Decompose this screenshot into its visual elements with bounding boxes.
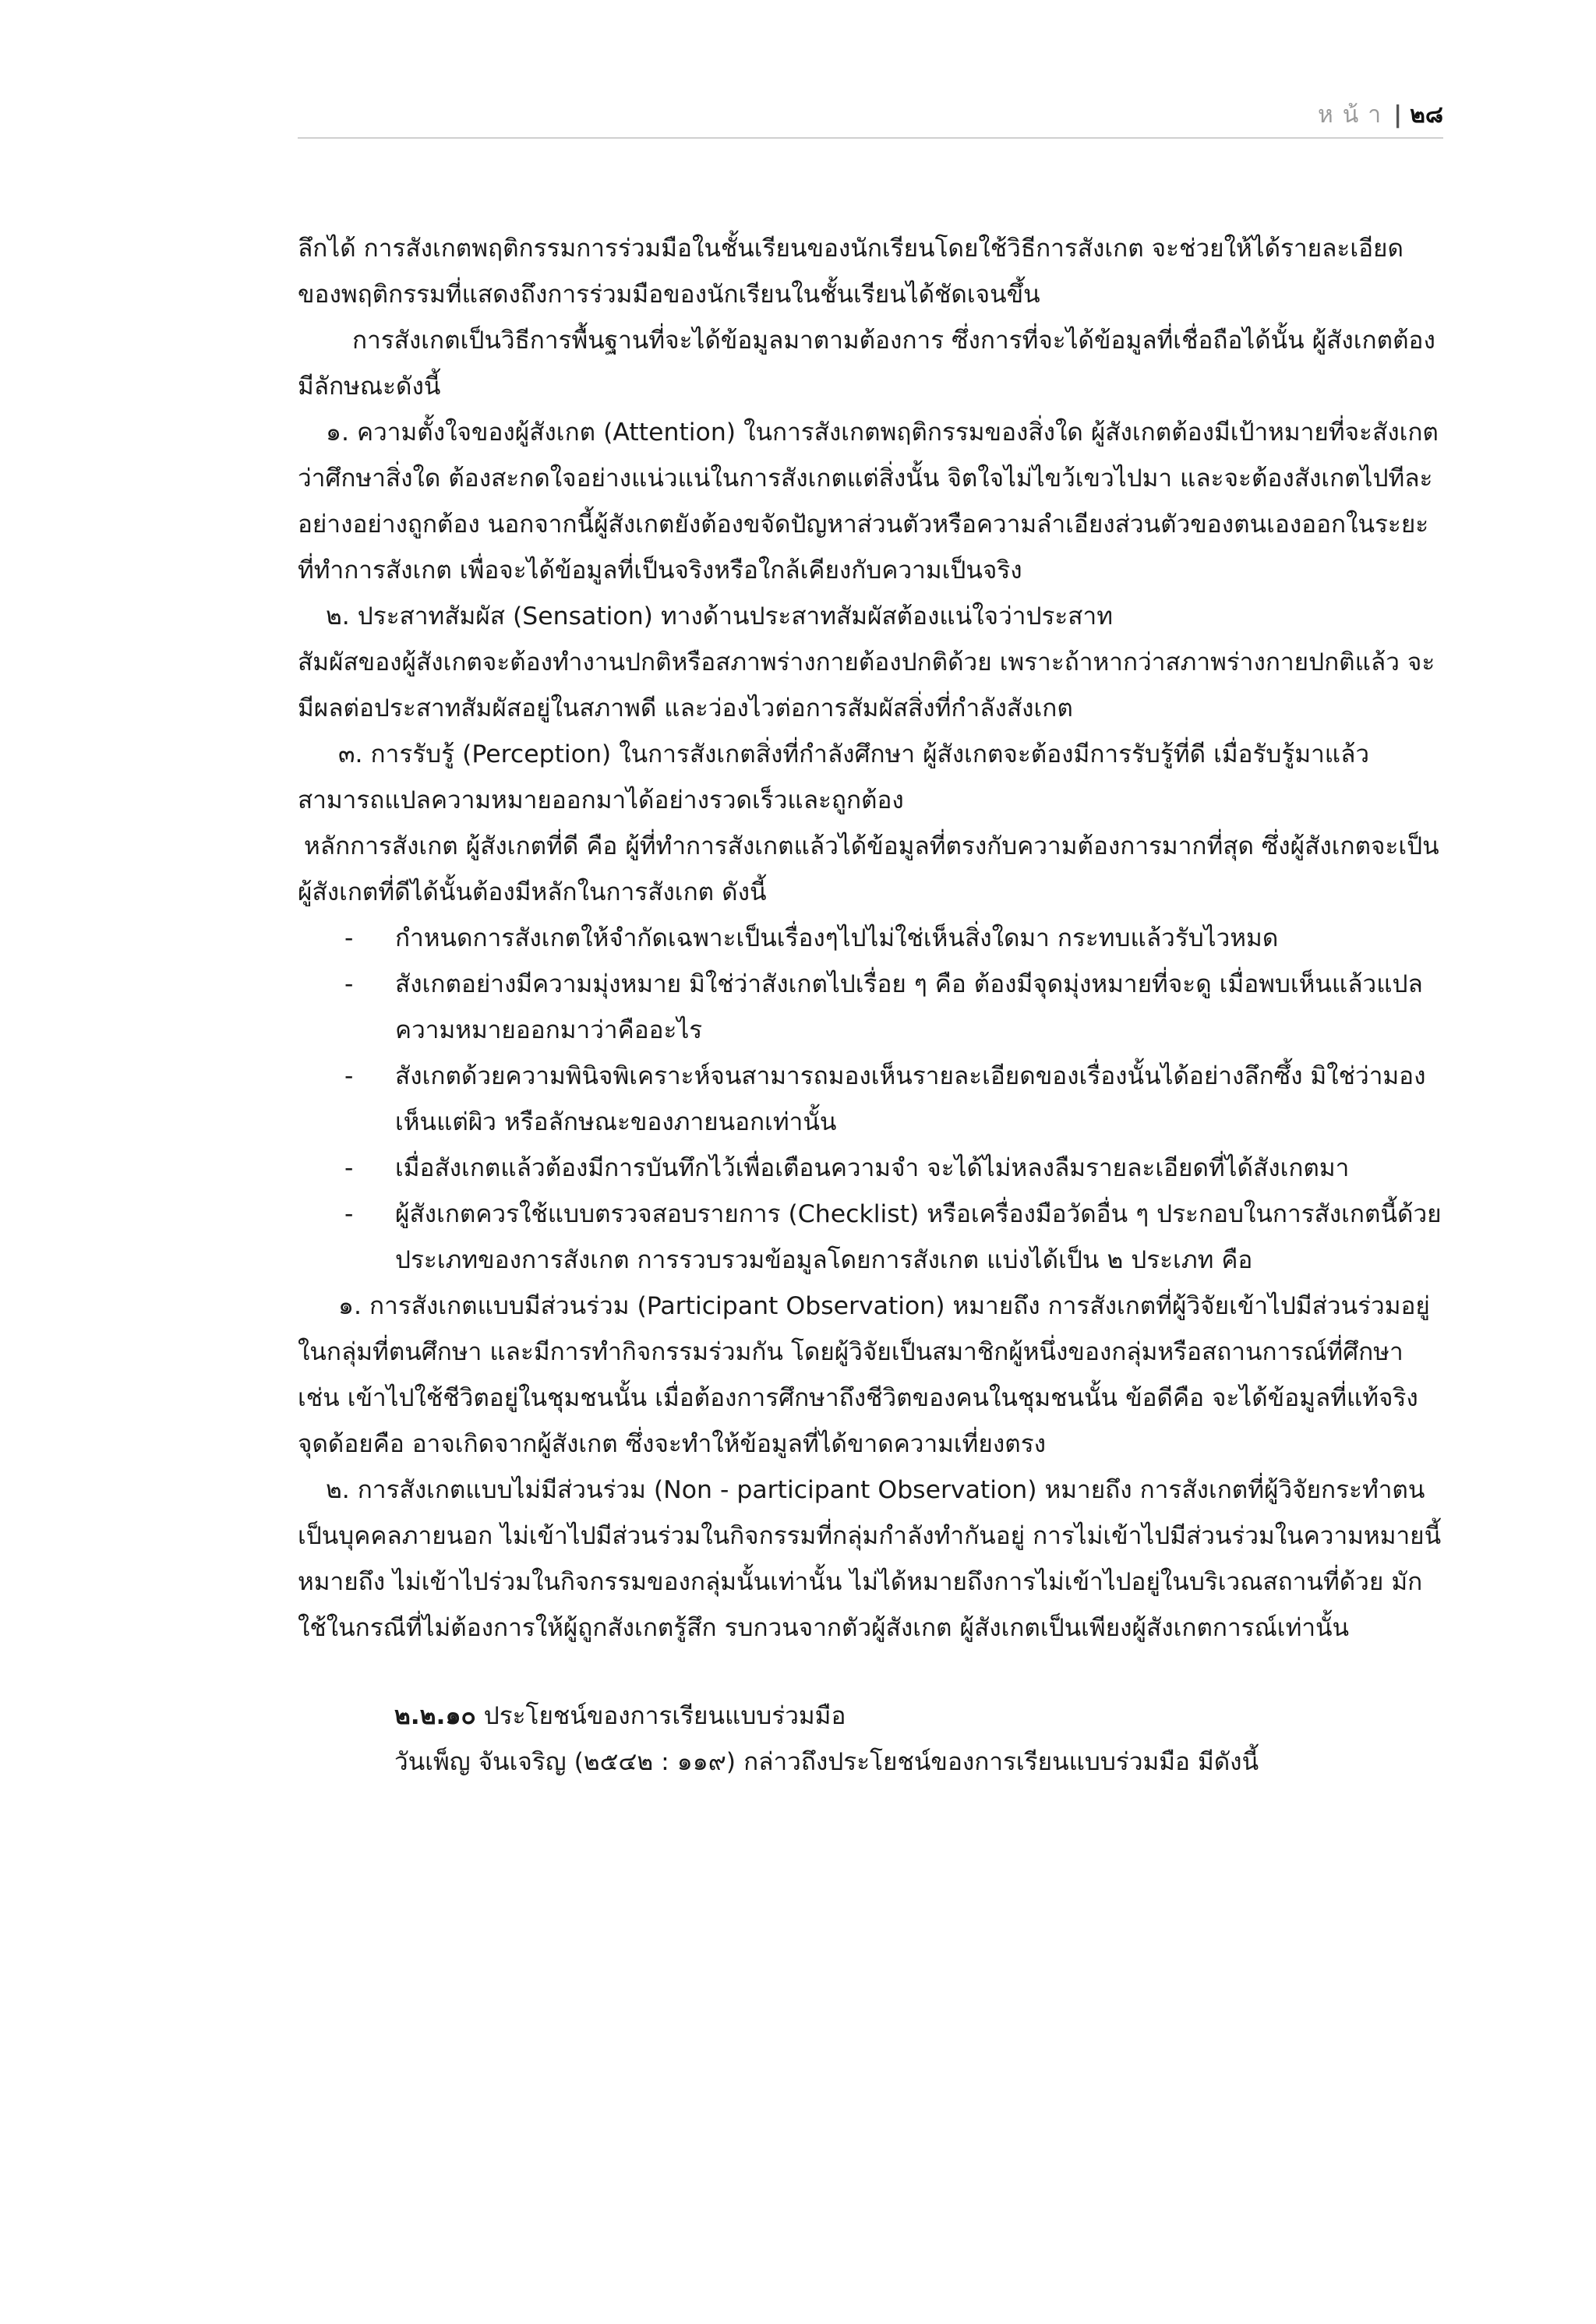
section-heading: [394, 1694, 1443, 1739]
section-title: ประโยชน์ของการเรียนแบบร่วมมือ: [483, 1702, 846, 1730]
page-number: [1318, 100, 1443, 131]
section-citation: วันเพ็ญ จันเจริญ (๒๕๔๒ : ๑๑๙) กล่าวถึงประโยชน์ของการเรียนแบบร่วมมือ มีดังนี้: [394, 1748, 1259, 1776]
section-number: ๒.๒.๑๐: [394, 1702, 476, 1730]
list-item-text: สังเกตอย่างมีความมุ่งหมาย มิใช่ว่าสังเกตไปเรื่อย ๆ คือ ต้องมีจุดมุ่งหมายที่จะดู เมื่อพบเห็นแล้วแปลความหมายออกมาว่าคืออะไร: [395, 970, 1423, 1044]
section-benefits: [298, 1694, 1443, 1785]
paragraph-intro: ลึกได้ การสังเกตพฤติกรรมการร่วมมือในชั้นเรียนของนักเรียนโดยใช้วิธีการสังเกต จะช่วยให้ได้รายละเอียดของพฤติกรรมที่แสดงถึงการร่วมมือของนักเรียนในชั้นเรียนได้ชัดเจนขึ้น: [298, 235, 1404, 309]
paragraph-perception: ๓. การรับรู้ (Perception) ในการสังเกตสิ่งที่กำลังศึกษา ผู้สังเกตจะต้องมีการรับรู้ที่ดี เมื่อรับรู้มาแล้วสามารถแปลความหมายออกมาได้อย่างรวดเร็วและถูกต้อง: [298, 740, 1370, 814]
paragraph-sensation-lead: ๒. ประสาทสัมผัส (Sensation) ทางด้านประสาทสัมผัสต้องแน่ใจว่าประสาท: [326, 602, 1113, 630]
bullet-dash: -: [344, 1154, 354, 1182]
bullet-dash: -: [344, 924, 354, 952]
list-item-text: เมื่อสังเกตแล้วต้องมีการบันทึกไว้เพื่อเตือนความจำ จะได้ไม่หลงลืมรายละเอียดที่ได้สังเกตมา: [395, 1154, 1350, 1182]
page-header: [298, 100, 1443, 139]
page-separator: |: [1393, 101, 1403, 129]
list-item: [298, 916, 1443, 962]
list-item: [298, 1192, 1443, 1284]
paragraph-non-participant-observation: ๒. การสังเกตแบบไม่มีส่วนร่วม (Non - participant Observation) หมายถึง การสังเกตที่ผู้วิจัยกระทำตนเป็นบุคคลภายนอก ไม่เข้าไปมีส่วนร่วมในกิจกรรมที่กลุ่มกำลังทำกันอยู่ การไม่เข้าไปมีส่วนร่วมในความหมายนี้ หมายถึง ไม่เข้าไปร่วมในกิจกรรมของกลุ่มนั้นเท่านั้น ไม่ได้หมายถึงการไม่เข้าไปอยู่ในบริเวณสถานที่ด้วย มักใช้ในกรณีที่ไม่ต้องการให้ผู้ถูกสังเกตรู้สึก รบกวนจากตัวผู้สังเกต ผู้สังเกตเป็นเพียงผู้สังเกตการณ์เท่านั้น: [298, 1476, 1442, 1642]
principles-list: [298, 916, 1443, 1284]
document-body: [298, 226, 1443, 1785]
list-item: [298, 1146, 1443, 1192]
paragraph-attention: ๑. ความตั้งใจของผู้สังเกต (Attention) ในการสังเกตพฤติกรรมของสิ่งใด ผู้สังเกตต้องมีเป้าหมายที่จะสังเกตว่าศึกษาสิ่งใด ต้องสะกดใจอย่างแน่วแน่ในการสังเกตแต่สิ่งนั้น จิตใจไม่ไขว้เขวไปมา และจะต้องสังเกตไปทีละอย่างอย่างถูกต้อง นอกจากนี้ผู้สังเกตยังต้องขจัดปัญหาส่วนตัวหรือความลำเอียงส่วนตัวของตนเองออกในระยะที่ทำการสังเกต เพื่อจะได้ข้อมูลที่เป็นจริงหรือใกล้เคียงกับความเป็นจริง: [298, 419, 1439, 585]
bullet-dash: -: [344, 970, 354, 998]
bullet-dash: -: [344, 1062, 354, 1090]
list-item: [298, 962, 1443, 1054]
paragraph-participant-observation: ๑. การสังเกตแบบมีส่วนร่วม (Participant Observation) หมายถึง การสังเกตที่ผู้วิจัยเข้าไปมีส่วนร่วมอยู่ในกลุ่มที่ตนศึกษา และมีการทำกิจกรรมร่วมกัน โดยผู้วิจัยเป็นสมาชิกผู้หนึ่งของกลุ่มหรือสถานการณ์ที่ศึกษา เช่น เข้าไปใช้ชีวิตอยู่ในชุมชนนั้น เมื่อต้องการศึกษาถึงชีวิตของคนในชุมชนนั้น ข้อดีคือ จะได้ข้อมูลที่แท้จริง จุดด้อยคือ อาจเกิดจากผู้สังเกต ซึ่งจะทำให้ข้อมูลที่ได้ขาดความเที่ยงตรง: [298, 1292, 1430, 1458]
list-item-text: สังเกตด้วยความพินิจพิเคราะห์จนสามารถมองเห็นรายละเอียดของเรื่องนั้นได้อย่างลึกซึ้ง มิใช่ว่ามองเห็นแต่ผิว หรือลักษณะของภายนอกเท่านั้น: [395, 1062, 1426, 1136]
paragraph-observer-traits: การสังเกตเป็นวิธีการพื้นฐานที่จะได้ข้อมูลมาตามต้องการ ซึ่งการที่จะได้ข้อมูลที่เชื่อถือได้นั้น ผู้สังเกตต้องมีลักษณะดังนี้: [298, 327, 1435, 401]
page-number-value: ๒๘: [1410, 101, 1443, 129]
list-item-text: ผู้สังเกตควรใช้แบบตรวจสอบรายการ (Checklist) หรือเครื่องมือวัดอื่น ๆ ประกอบในการสังเกตนี้ด้วยประเภทของการสังเกต การรวบรวมข้อมูลโดยการสังเกต แบ่งได้เป็น ๒ ประเภท คือ: [395, 1200, 1442, 1274]
list-item: [298, 1054, 1443, 1146]
list-item-text: กำหนดการสังเกตให้จำกัดเฉพาะเป็นเรื่องๆไปไม่ใช่เห็นสิ่งใดมา กระทบแล้วรับไวหมด: [395, 924, 1279, 952]
paragraph-sensation: สัมผัสของผู้สังเกตจะต้องทำงานปกติหรือสภาพร่างกายต้องปกติด้วย เพราะถ้าหากว่าสภาพร่างกายปกติแล้ว จะมีผลต่อประสาทสัมผัสอยู่ในสภาพดี และว่องไวต่อการสัมผัสสิ่งที่กำลังสังเกต: [298, 648, 1435, 722]
page-label: หน้า: [1317, 101, 1391, 129]
bullet-dash: -: [344, 1200, 354, 1228]
paragraph-principles: หลักการสังเกต ผู้สังเกตที่ดี คือ ผู้ที่ทำการสังเกตแล้วได้ข้อมูลที่ตรงกับความต้องการมากที่สุด ซึ่งผู้สังเกตจะเป็นผู้สังเกตที่ดีได้นั้นต้องมีหลักในการสังเกต ดังนี้: [298, 832, 1439, 906]
